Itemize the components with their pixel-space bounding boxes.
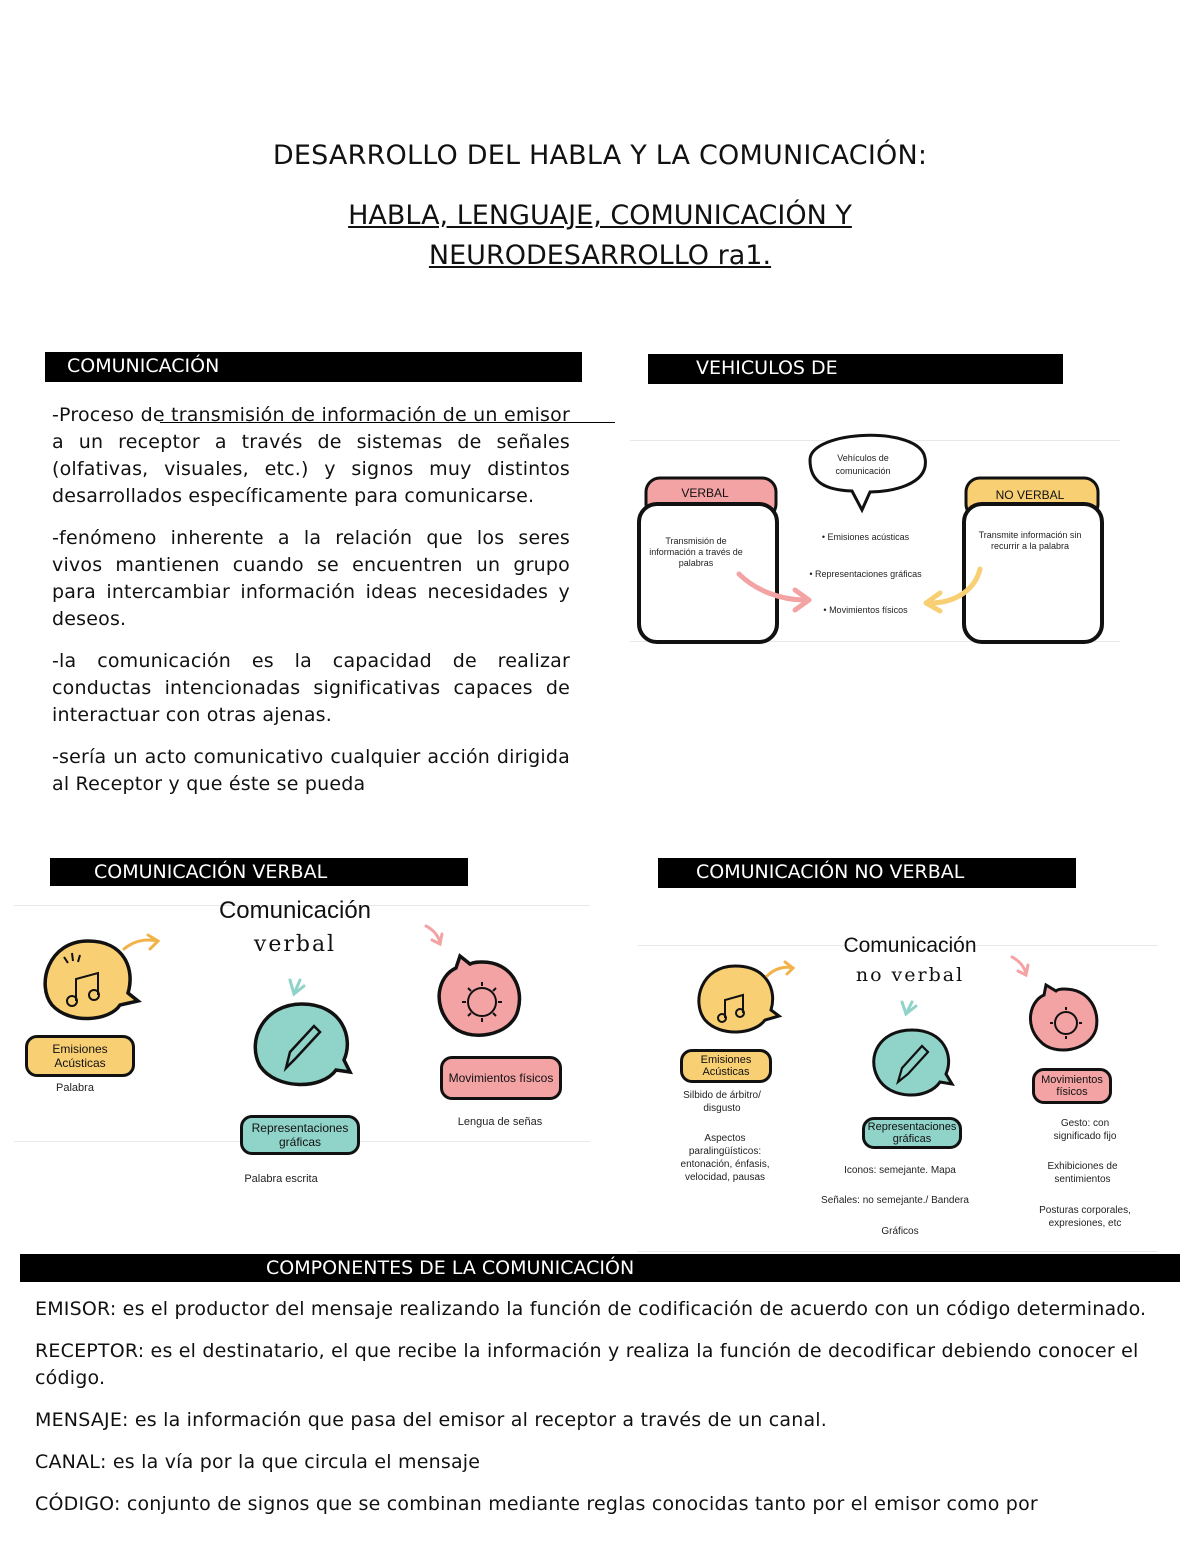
paragraph: -la comunicación es la capacidad de realizar conductas intencionadas significativas capaces de interactuar con otras ajenas. xyxy=(52,650,570,726)
no-verbal-card-text: Transmite información sin recurrir a la palabra xyxy=(978,530,1082,551)
no-verbal-representaciones-pill: Representaciones gráficas xyxy=(862,1117,962,1149)
verbal-card-title: VERBAL xyxy=(681,486,729,500)
componente-item: CANAL: es la vía por la que circula el mensaje xyxy=(35,1451,481,1473)
vehiculos-heading: VEHICULOS DE xyxy=(648,354,1063,384)
componente-item: MENSAJE: es la información que pasa del emisor al receptor a través de un canal. xyxy=(35,1409,828,1431)
verbal-diagram-subtitle: verbal xyxy=(253,932,337,957)
subtitle-line-1: HABLA, LENGUAJE, COMUNICACIÓN Y xyxy=(348,200,852,231)
bubble-text: Vehículos de comunicación xyxy=(835,453,891,476)
componentes-heading: COMPONENTES DE LA COMUNICACIÓN xyxy=(20,1254,1180,1282)
no-verbal-movimientos-pill: Movimientos físicos xyxy=(1032,1068,1112,1104)
page-title: DESARROLLO DEL HABLA Y LA COMUNICACIÓN: xyxy=(272,140,928,171)
yellow-arrow-icon xyxy=(920,565,990,615)
pink-arrow-icon xyxy=(735,570,815,615)
no-verbal-heading: COMUNICACIÓN NO VERBAL xyxy=(658,858,1076,888)
paragraph: -sería un acto comunicativo cualquier acción dirigida al Receptor y que éste se pueda xyxy=(52,746,570,795)
representaciones-pill: Representaciones gráficas xyxy=(240,1115,360,1155)
emisiones-note: Palabra xyxy=(56,1082,94,1094)
verbal-heading: COMUNICACIÓN VERBAL xyxy=(50,858,468,886)
movimientos-pill: Movimientos físicos xyxy=(440,1056,562,1100)
comunicacion-text xyxy=(52,402,570,830)
no-verbal-movimientos-note: Exhibiciones de sentimientos xyxy=(1047,1161,1118,1185)
paragraph: -Proceso de transmisión de información de un emisor a un receptor a través de sistemas de señales (olfativas, visuales, etc.) y signos muy distintos desarrollados específicamente para comunicarse. xyxy=(52,404,570,507)
vehiculo-item: • Representaciones gráficas xyxy=(809,569,922,579)
music-note-icon xyxy=(695,960,805,1050)
representaciones-note: Palabra escrita xyxy=(244,1173,318,1185)
no-verbal-diagram-title: Comunicación xyxy=(843,934,977,957)
componentes-list xyxy=(35,1296,1175,1553)
no-verbal-representaciones-note: Iconos: semejante. Mapa xyxy=(844,1165,956,1176)
no-verbal-movimientos-note: Posturas corporales, expresiones, etc xyxy=(1039,1205,1131,1229)
no-verbal-diagram-subtitle: no verbal xyxy=(855,964,965,986)
comunicacion-heading: COMUNICACIÓN xyxy=(45,352,582,382)
componente-item: EMISOR: es el productor del mensaje realizando la función de codificación de acuerdo con un código determinado. xyxy=(35,1298,1147,1320)
gear-icon xyxy=(412,918,532,1048)
vehiculo-item-label: Representaciones gráficas xyxy=(815,569,922,579)
no-verbal-representaciones-note: Gráficos xyxy=(881,1226,919,1237)
no-verbal-emisiones-pill: Emisiones Acústicas xyxy=(680,1049,772,1083)
gear-icon xyxy=(1008,955,1108,1075)
componente-item: RECEPTOR: es el destinatario, el que recibe la información y realiza la función de decodificar debiendo conocer el código. xyxy=(35,1340,1139,1389)
no-verbal-emisiones-note: Silbido de árbitro/ disgusto xyxy=(683,1090,761,1114)
verbal-diagram-title: Comunicación xyxy=(218,897,372,924)
subtitle-line-2: NEURODESARROLLO ra1. xyxy=(428,240,772,271)
vehiculo-item: • Emisiones acústicas xyxy=(821,532,910,542)
emisiones-pill: Emisiones Acústicas xyxy=(25,1035,135,1077)
no-verbal-emisiones-note: Aspectos paralingüísticos: entonación, énfasis, velocidad, pausas xyxy=(680,1133,770,1183)
vehiculo-item: • Movimientos físicos xyxy=(823,605,908,615)
pencil-icon xyxy=(250,980,360,1100)
vehiculo-item-label: Emisiones acústicas xyxy=(827,532,910,542)
vehiculo-item-label: Movimientos físicos xyxy=(829,605,908,615)
movimientos-note: Lengua de señas xyxy=(457,1116,543,1128)
componente-item: CÓDIGO: conjunto de signos que se combinan mediante reglas conocidas tanto por el emisor como por xyxy=(35,1493,1038,1515)
paragraph: -fenómeno inherente a la relación que los seres vivos mantienen cuando se encuentren un grupo para intercambiar información ideas necesidades y deseos. xyxy=(52,527,570,630)
pencil-icon xyxy=(868,1000,968,1120)
page-subtitle xyxy=(250,196,950,276)
music-note-icon xyxy=(40,935,165,1035)
verbal-card-text: Transmisión de información a través de palabras xyxy=(649,536,743,568)
no-verbal-movimientos-note: Gesto: con significado fijo xyxy=(1053,1118,1117,1142)
no-verbal-card-title: NO VERBAL xyxy=(995,488,1065,502)
no-verbal-representaciones-note: Señales: no semejante./ Bandera xyxy=(821,1195,969,1206)
